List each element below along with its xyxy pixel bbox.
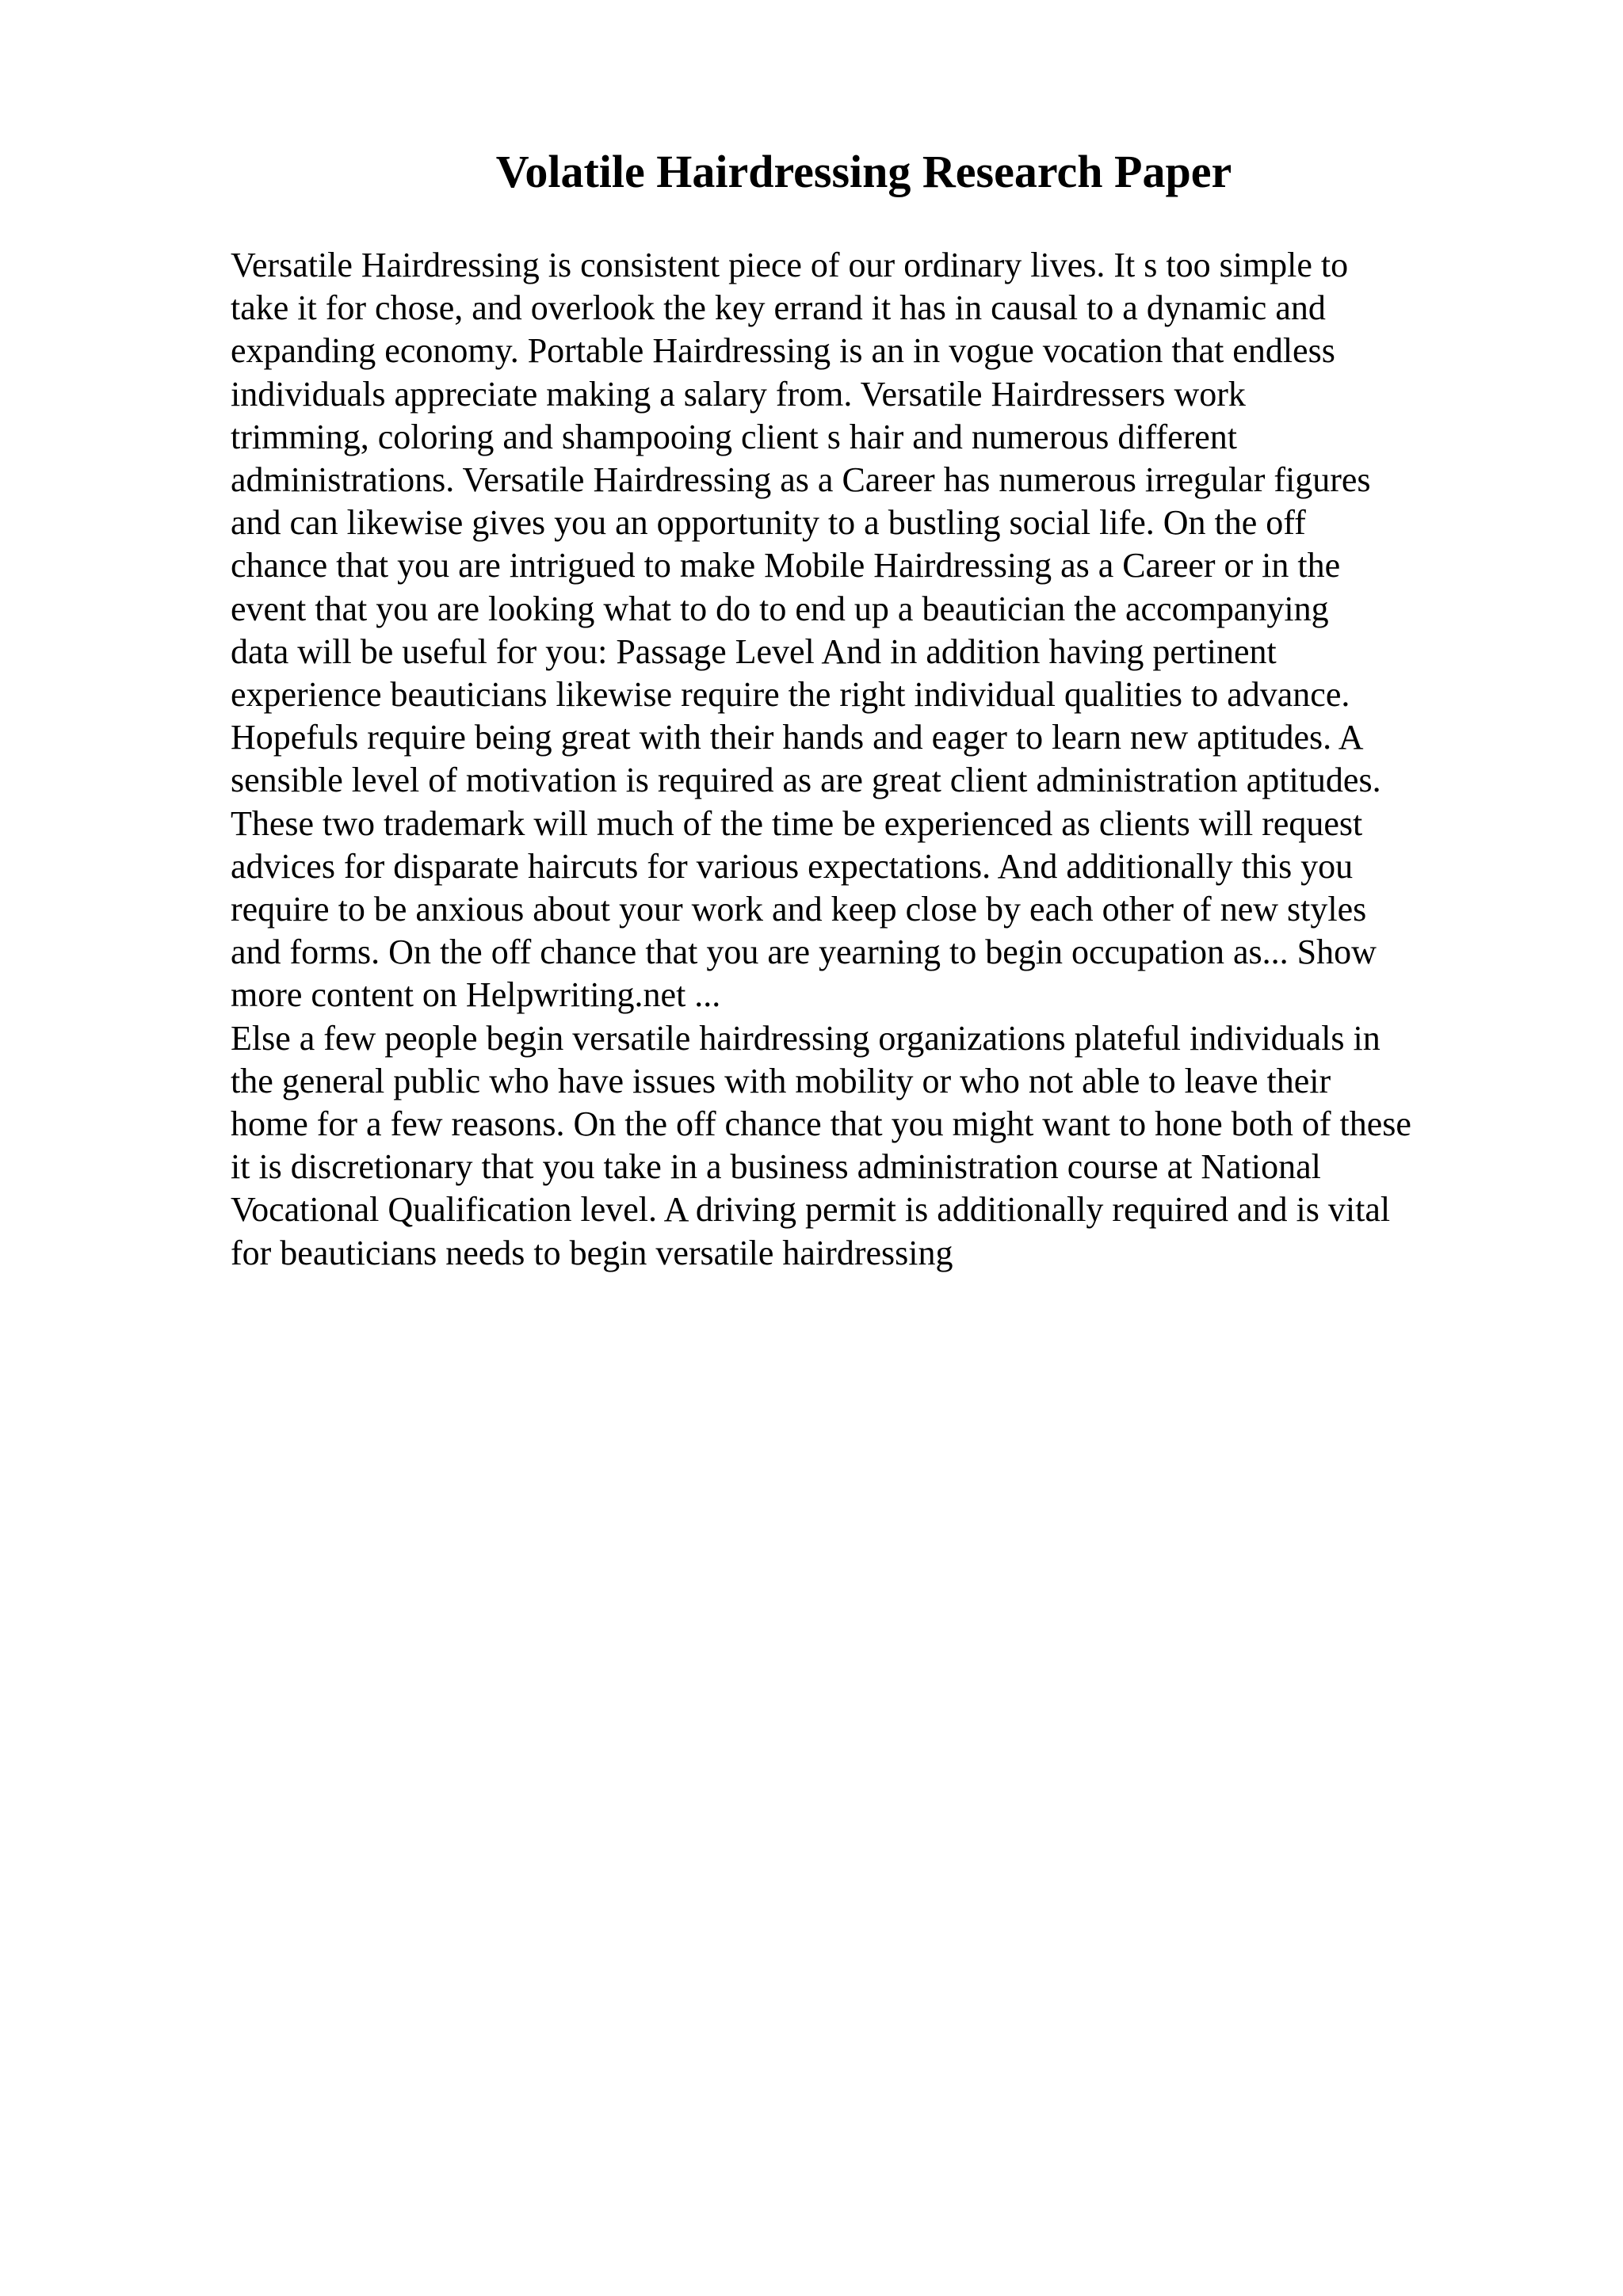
body-line: data will be useful for you: Passage Level And in addition having pertinent	[231, 631, 1277, 671]
body-line: These two trademark will much of the time be experienced as clients will request	[231, 803, 1363, 843]
body-line: Hopefuls require being great with their hands and eager to learn new aptitudes. A	[231, 718, 1364, 757]
body-line: sensible level of motivation is required as are great client administration aptitudes.	[231, 761, 1381, 800]
body-line: it is discretionary that you take in a business administration course at National	[231, 1147, 1321, 1187]
body-line: trimming, coloring and shampooing client s hair and numerous different	[231, 417, 1238, 456]
body-line: Vocational Qualification level. A driving permit is additionally required and is vital	[231, 1190, 1391, 1230]
body-line: and can likewise gives you an opportunity to a bustling social life. On the off	[231, 503, 1306, 543]
body-line: require to be anxious about your work and keep close by each other of new styles	[231, 890, 1367, 929]
body-line: advices for disparate haircuts for various expectations. And additionally this you	[231, 846, 1354, 886]
document-body	[231, 244, 1514, 1275]
body-line: expanding economy. Portable Hairdressing is an in vogue vocation that endless	[231, 331, 1335, 371]
body-line: experience beauticians likewise require the right individual qualities to advance.	[231, 675, 1350, 715]
body-line: take it for chose, and overlook the key errand it has in causal to a dynamic and	[231, 288, 1326, 328]
body-line: Else a few people begin versatile hairdressing organizations plateful individuals in	[231, 1018, 1381, 1058]
body-line: event that you are looking what to do to end up a beautician the accompanying	[231, 589, 1329, 628]
body-line: individuals appreciate making a salary from. Versatile Hairdressers work	[231, 374, 1246, 414]
document-title: Volatile Hairdressing Research Paper	[495, 146, 1232, 197]
body-line: Versatile Hairdressing is consistent piece of our ordinary lives. It s too simple to	[231, 246, 1349, 284]
body-line: for beauticians needs to begin versatile hairdressing	[231, 1233, 953, 1272]
body-line: chance that you are intrigued to make Mobile Hairdressing as a Career or in the	[231, 546, 1341, 585]
body-line: home for a few reasons. On the off chance that you might want to hone both of these	[231, 1104, 1411, 1144]
body-line: more content on Helpwriting.net ...	[231, 975, 721, 1015]
body-line: the general public who have issues with mobility or who not able to leave their	[231, 1061, 1331, 1100]
body-line: administrations. Versatile Hairdressing as a Career has numerous irregular figures	[231, 460, 1371, 500]
body-line: and forms. On the off chance that you are yearning to begin occupation as... Show	[231, 933, 1377, 972]
